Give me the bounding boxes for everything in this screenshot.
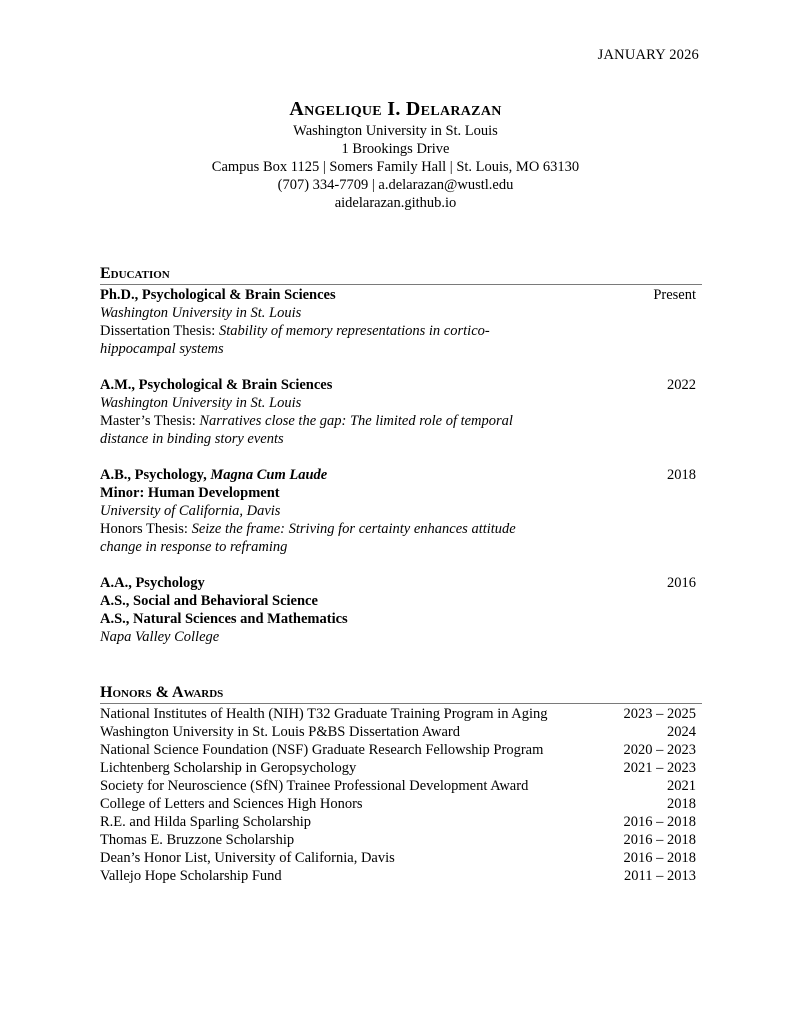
degree-minor: Minor: Human Development	[100, 485, 280, 501]
degree-institution: University of California, Davis	[100, 503, 281, 519]
degree-institution: Washington University in St. Louis	[100, 305, 302, 321]
award-years: 2021 – 2023	[623, 760, 696, 776]
degree-institution: Napa Valley College	[100, 629, 220, 645]
award-years: 2018	[667, 796, 696, 812]
thesis-label: Honors Thesis:	[100, 521, 192, 537]
thesis-title: Stability of memory representations in cortico-hippocampal systems	[100, 323, 490, 357]
award-name: Vallejo Hope Scholarship Fund	[100, 868, 282, 884]
degree-thesis	[100, 520, 550, 556]
degree-institution: Washington University in St. Louis	[100, 395, 302, 411]
award-name: Society for Neuroscience (SfN) Trainee Professional Development Award	[100, 778, 529, 794]
honors-heading: Honors & Awards	[100, 684, 702, 704]
degree-honor: Magna Cum Laude	[210, 467, 328, 483]
education-heading: Education	[100, 265, 702, 285]
award-years: 2016 – 2018	[623, 832, 696, 848]
education-entry-am	[100, 376, 702, 448]
award-name: College of Letters and Sciences High Honors	[100, 796, 363, 812]
award-name: Thomas E. Bruzzone Scholarship	[100, 832, 295, 848]
award-years: 2021	[667, 778, 696, 794]
contact-phone-email: (707) 334-7709 | a.delarazan@wustl.edu	[277, 177, 514, 193]
degree-title: Ph.D., Psychological & Brain Sciences	[100, 287, 336, 303]
education-entry-aa	[100, 574, 702, 646]
education-section	[100, 265, 702, 664]
award-row	[100, 705, 702, 723]
thesis-title: Seize the frame: Striving for certainty enhances attitude change in response to reframing	[100, 521, 516, 555]
degree-title: A.M., Psychological & Brain Sciences	[100, 377, 333, 393]
contact-street: 1 Brookings Drive	[341, 141, 450, 157]
award-years: 2023 – 2025	[623, 706, 696, 722]
degree-thesis	[100, 322, 550, 358]
document-date: JANUARY 2026	[597, 47, 699, 63]
award-name: Lichtenberg Scholarship in Geropsychology	[100, 760, 357, 776]
award-name: R.E. and Hilda Sparling Scholarship	[100, 814, 312, 830]
contact-address: Campus Box 1125 | Somers Family Hall | St. Louis, MO 63130	[211, 159, 580, 175]
degree-title-2: A.S., Social and Behavioral Science	[100, 593, 318, 609]
award-row	[100, 831, 702, 849]
degree-thesis	[100, 412, 550, 448]
degree-title	[100, 466, 327, 484]
thesis-label: Master’s Thesis:	[100, 413, 200, 429]
cv-name: Angelique I. Delarazan	[289, 98, 502, 120]
award-name: Washington University in St. Louis P&BS Dissertation Award	[100, 724, 461, 740]
thesis-title: Narratives close the gap: The limited role of temporal distance in binding story events	[100, 413, 513, 447]
award-years: 2024	[667, 724, 696, 740]
award-row	[100, 759, 702, 777]
honors-section	[100, 684, 702, 885]
thesis-label: Dissertation Thesis:	[100, 323, 219, 339]
contact-institution: Washington University in St. Louis	[293, 123, 498, 139]
award-years: 2020 – 2023	[623, 742, 696, 758]
degree-prefix: A.B., Psychology,	[100, 467, 211, 483]
award-row	[100, 777, 702, 795]
award-years: 2016 – 2018	[623, 850, 696, 866]
education-entry-ab	[100, 466, 702, 556]
degree-date: 2022	[667, 377, 696, 393]
degree-title-3: A.S., Natural Sciences and Mathematics	[100, 611, 348, 627]
award-row	[100, 723, 702, 741]
degree-date: 2018	[667, 467, 696, 483]
award-name: National Institutes of Health (NIH) T32 Graduate Training Program in Aging	[100, 706, 548, 722]
award-row	[100, 741, 702, 759]
award-row	[100, 813, 702, 831]
award-row	[100, 849, 702, 867]
award-years: 2011 – 2013	[624, 868, 696, 884]
award-name: Dean’s Honor List, University of California, Davis	[100, 850, 395, 866]
degree-date: Present	[653, 287, 696, 303]
award-row	[100, 795, 702, 813]
award-years: 2016 – 2018	[623, 814, 696, 830]
degree-date: 2016	[667, 575, 696, 591]
degree-title: A.A., Psychology	[100, 575, 205, 591]
cv-header	[0, 96, 791, 212]
award-name: National Science Foundation (NSF) Graduate Research Fellowship Program	[100, 742, 544, 758]
education-entry-phd	[100, 286, 702, 358]
awards-list	[100, 705, 702, 885]
contact-website: aidelarazan.github.io	[334, 195, 457, 211]
award-row	[100, 867, 702, 885]
